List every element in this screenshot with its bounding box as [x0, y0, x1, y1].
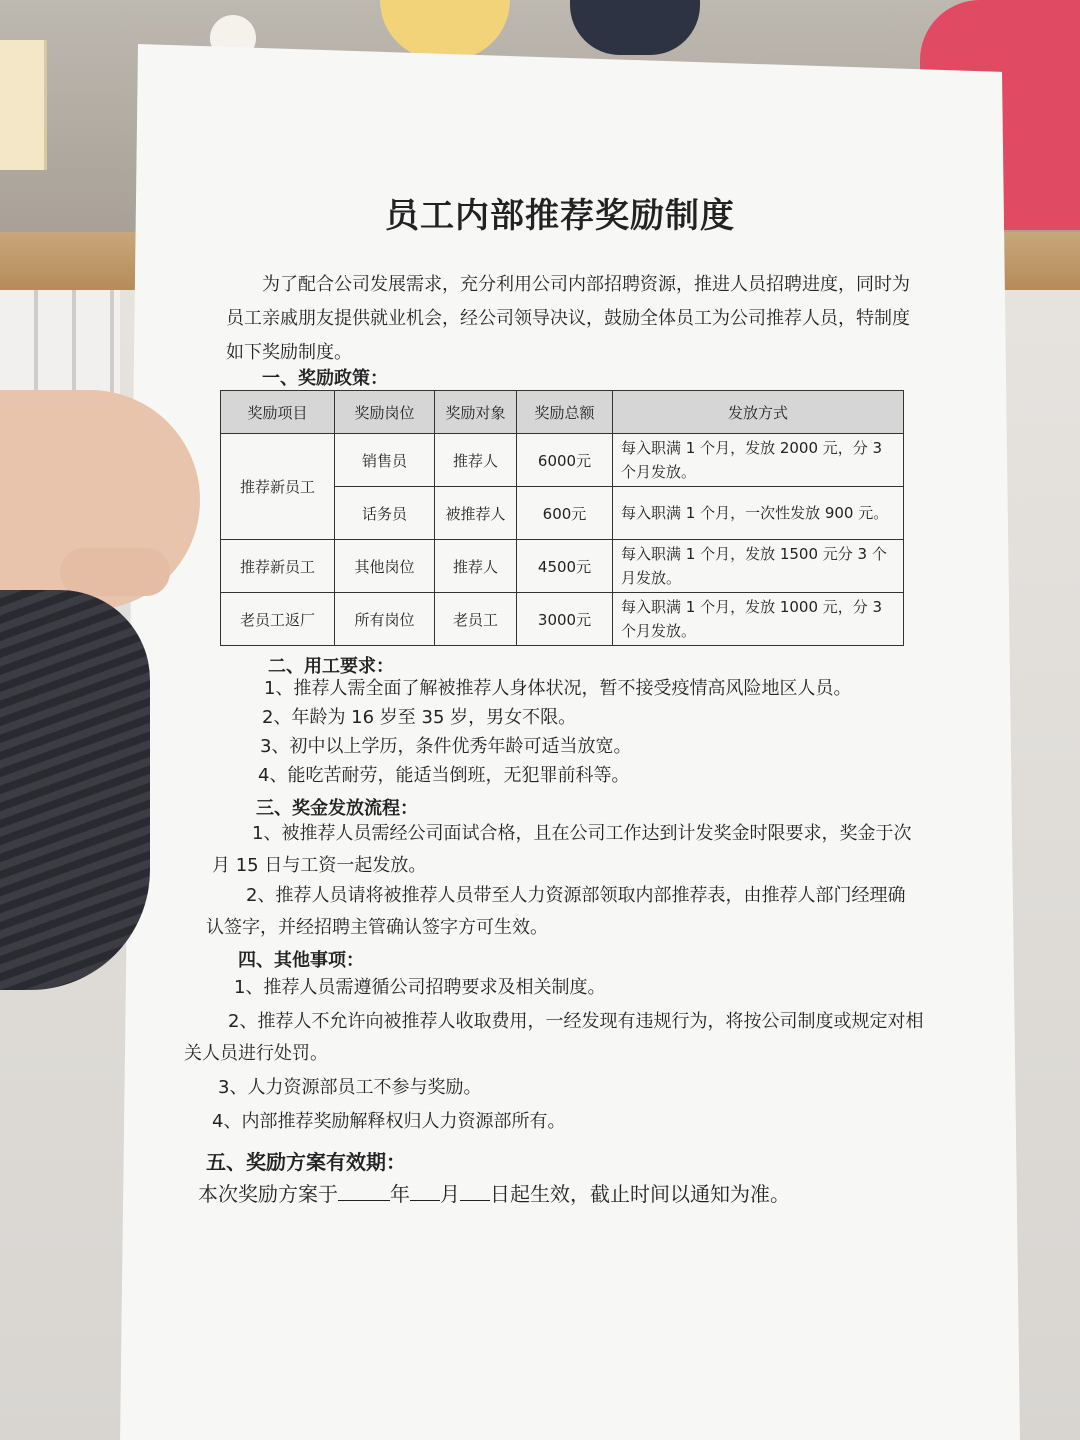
table-header-row: [221, 391, 904, 434]
section4-heading: 四、其他事项：: [238, 950, 364, 971]
validity-suffix: 日起生效，截止时间以通知为准。: [490, 1182, 790, 1206]
reward-policy-table: [220, 390, 904, 646]
table-cell: 推荐新员工: [221, 540, 335, 593]
desk-calendar: [0, 40, 47, 170]
list-item: 2、年龄为 16 岁至 35 岁，男女不限。: [262, 707, 577, 728]
table-cell: 3000元: [517, 593, 613, 646]
table-row: [221, 540, 904, 593]
list-item: 1、被推荐人员需经公司面试合格，且在公司工作达到计发奖金时限要求，奖金于次月 15 日与工资一起发放。: [212, 823, 912, 876]
list-item: 2、推荐人员请将被推荐人员带至人力资源部领取内部推荐表，由推荐人部门经理确认签字，并经招聘主管确认签字方可生效。: [206, 885, 906, 938]
table-cell: 推荐人: [435, 434, 517, 487]
list-item: 4、能吃苦耐劳，能适当倒班，无犯罪前科等。: [258, 765, 630, 786]
validity-statement: [198, 1178, 790, 1210]
table-header: 奖励岗位: [335, 391, 435, 434]
table-cell: 4500元: [517, 540, 613, 593]
table-cell: 600元: [517, 487, 613, 540]
table-cell: 被推荐人: [435, 487, 517, 540]
list-item: 4、内部推荐奖励解释权归人力资源部所有。: [212, 1111, 566, 1132]
month-blank: [410, 1200, 440, 1201]
table-row: [221, 434, 904, 487]
table-cell: 每入职满 1 个月，一次性发放 900 元。: [613, 487, 904, 540]
table-cell: 老员工: [435, 593, 517, 646]
month-label: 月: [440, 1182, 460, 1206]
table-header: 奖励总额: [517, 391, 613, 434]
table-cell: 所有岗位: [335, 593, 435, 646]
list-item: 3、人力资源部员工不参与奖励。: [218, 1077, 482, 1098]
validity-prefix: 本次奖励方案于: [198, 1182, 338, 1206]
table-cell: 话务员: [335, 487, 435, 540]
table-header: 发放方式: [613, 391, 904, 434]
list-item: 1、推荐人员需遵循公司招聘要求及相关制度。: [234, 977, 606, 998]
document-title: 员工内部推荐奖励制度: [385, 196, 735, 236]
table-header: 奖励对象: [435, 391, 517, 434]
section2-heading: 二、用工要求：: [268, 656, 394, 677]
table-cell: 6000元: [517, 434, 613, 487]
table-cell: 每入职满 1 个月，发放 2000 元，分 3 个月发放。: [613, 434, 904, 487]
table-cell: 老员工返厂: [221, 593, 335, 646]
year-blank: [338, 1200, 390, 1201]
section1-heading: 一、奖励政策：: [262, 368, 388, 389]
table-cell: 其他岗位: [335, 540, 435, 593]
section5-heading: 五、奖励方案有效期：: [206, 1150, 406, 1174]
table-cell: 每入职满 1 个月，发放 1000 元，分 3 个月发放。: [613, 593, 904, 646]
list-item: 1、推荐人需全面了解被推荐人身体状况，暂不接受疫情高风险地区人员。: [264, 678, 852, 699]
table-cell: 推荐新员工: [221, 434, 335, 540]
table-row: [221, 593, 904, 646]
table-cell: 推荐人: [435, 540, 517, 593]
day-blank: [460, 1200, 490, 1201]
sleeve: [0, 590, 150, 990]
thumb: [60, 548, 170, 596]
table-cell: 每入职满 1 个月，发放 1500 元分 3 个月发放。: [613, 540, 904, 593]
list-item: 2、推荐人不允许向被推荐人收取费用，一经发现有违规行为，将按公司制度或规定对相关人员进行处罚。: [184, 1011, 924, 1064]
list-item: 3、初中以上学历，条件优秀年龄可适当放宽。: [260, 736, 632, 757]
section3-heading: 三、奖金发放流程：: [256, 798, 418, 819]
intro-paragraph: 为了配合公司发展需求，充分利用公司内部招聘资源，推进人员招聘进度，同时为员工亲戚朋友提供就业机会，经公司领导决议，鼓励全体员工为公司推荐人员，特制度如下奖励制度。: [226, 274, 910, 363]
year-label: 年: [390, 1182, 410, 1206]
table-header: 奖励项目: [221, 391, 335, 434]
table-cell: 销售员: [335, 434, 435, 487]
